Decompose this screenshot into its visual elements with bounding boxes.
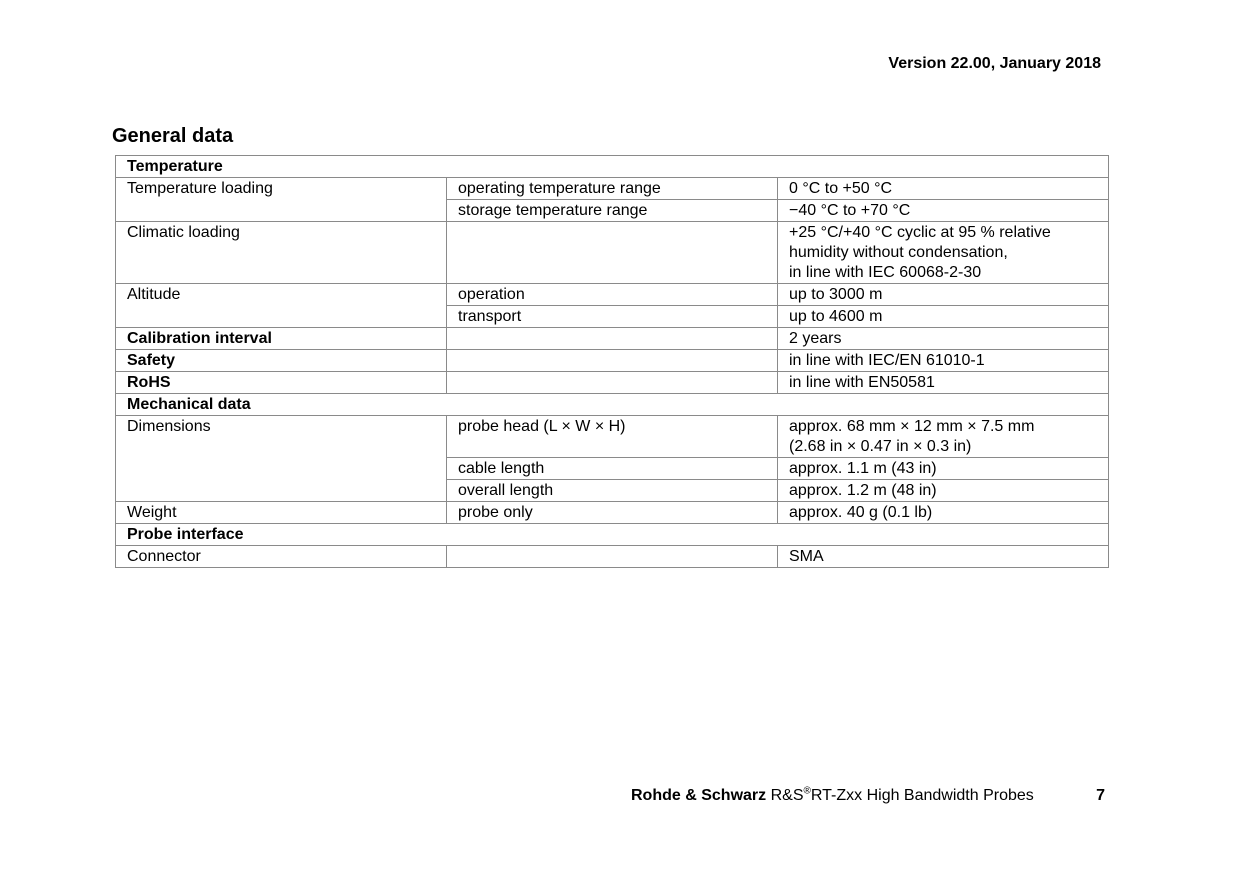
footer-product-name: RT-Zxx High Bandwidth Probes bbox=[810, 787, 1034, 804]
transport-label: transport bbox=[447, 306, 778, 328]
temperature-loading-label: Temperature loading bbox=[116, 178, 447, 222]
table-row bbox=[116, 222, 1109, 284]
climatic-value-line: +25 °C/+40 °C cyclic at 95 % relative bbox=[789, 224, 1051, 241]
calibration-interval-label: Calibration interval bbox=[116, 328, 447, 350]
probe-head-value-line: (2.68 in × 0.47 in × 0.3 in) bbox=[789, 438, 972, 455]
table-row bbox=[116, 416, 1109, 458]
operating-range-label: operating temperature range bbox=[447, 178, 778, 200]
climatic-value-line: in line with IEC 60068-2-30 bbox=[789, 264, 982, 281]
footer-company: Rohde & Schwarz bbox=[631, 787, 767, 804]
overall-length-value: approx. 1.2 m (48 in) bbox=[778, 480, 1109, 502]
transport-value: up to 4600 m bbox=[778, 306, 1109, 328]
weight-label: Weight bbox=[116, 502, 447, 524]
table-row bbox=[116, 350, 1109, 372]
connector-label: Connector bbox=[116, 546, 447, 568]
general-data-table bbox=[115, 155, 1109, 568]
temperature-heading: Temperature bbox=[116, 156, 1109, 178]
connector-value: SMA bbox=[778, 546, 1109, 568]
operation-value: up to 3000 m bbox=[778, 284, 1109, 306]
empty-cell bbox=[447, 328, 778, 350]
table-row bbox=[116, 394, 1109, 416]
probe-head-value bbox=[778, 416, 1109, 458]
document-version: Version 22.00, January 2018 bbox=[888, 55, 1101, 72]
probe-head-label: probe head (L × W × H) bbox=[447, 416, 778, 458]
cable-length-label: cable length bbox=[447, 458, 778, 480]
empty-cell bbox=[447, 546, 778, 568]
operating-range-value: 0 °C to +50 °C bbox=[778, 178, 1109, 200]
table-row bbox=[116, 178, 1109, 200]
table-row bbox=[116, 524, 1109, 546]
probe-head-value-line: approx. 68 mm × 12 mm × 7.5 mm bbox=[789, 418, 1035, 435]
empty-cell bbox=[447, 222, 778, 284]
registered-mark: ® bbox=[803, 785, 811, 797]
empty-cell bbox=[447, 350, 778, 372]
probe-only-label: probe only bbox=[447, 502, 778, 524]
overall-length-label: overall length bbox=[447, 480, 778, 502]
calibration-interval-value: 2 years bbox=[778, 328, 1109, 350]
page-footer bbox=[631, 787, 1034, 805]
footer-product-prefix: R&S bbox=[770, 787, 804, 804]
table-row bbox=[116, 284, 1109, 306]
climatic-loading-label: Climatic loading bbox=[116, 222, 447, 284]
mechanical-data-heading: Mechanical data bbox=[116, 394, 1109, 416]
weight-value: approx. 40 g (0.1 lb) bbox=[778, 502, 1109, 524]
altitude-label: Altitude bbox=[116, 284, 447, 328]
cable-length-value: approx. 1.1 m (43 in) bbox=[778, 458, 1109, 480]
table-row bbox=[116, 328, 1109, 350]
safety-label: Safety bbox=[116, 350, 447, 372]
rohs-value: in line with EN50581 bbox=[778, 372, 1109, 394]
table-row bbox=[116, 156, 1109, 178]
table-row bbox=[116, 372, 1109, 394]
dimensions-label: Dimensions bbox=[116, 416, 447, 502]
safety-value: in line with IEC/EN 61010-1 bbox=[778, 350, 1109, 372]
storage-range-label: storage temperature range bbox=[447, 200, 778, 222]
operation-label: operation bbox=[447, 284, 778, 306]
climatic-value-line: humidity without condensation, bbox=[789, 244, 1008, 261]
rohs-label: RoHS bbox=[116, 372, 447, 394]
table-row bbox=[116, 502, 1109, 524]
empty-cell bbox=[447, 372, 778, 394]
climatic-loading-value bbox=[778, 222, 1109, 284]
section-title: General data bbox=[112, 125, 234, 147]
page-number: 7 bbox=[1096, 787, 1105, 804]
probe-interface-heading: Probe interface bbox=[116, 524, 1109, 546]
table-row bbox=[116, 546, 1109, 568]
storage-range-value: −40 °C to +70 °C bbox=[778, 200, 1109, 222]
